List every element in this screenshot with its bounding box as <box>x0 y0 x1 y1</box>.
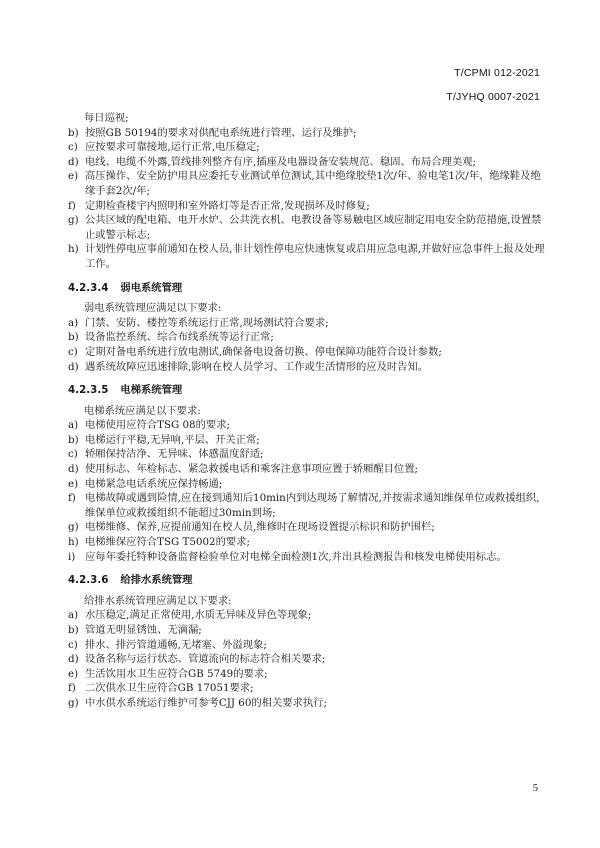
list-item-text: 遇系统故障应迅速排除,影响在校人员学习、工作或生活情形的应及时告知。 <box>85 360 429 373</box>
list-item-text: 按照GB 50194的要求对供配电系统进行管理、运行及维护; <box>85 126 357 139</box>
section-title: 弱电系统管理 <box>120 281 183 294</box>
list-item <box>68 535 548 550</box>
list-marker: g) <box>68 521 79 534</box>
list-item-text: 生活饮用水卫生应符合GB 5749的要求; <box>85 667 268 680</box>
list-marker: d) <box>68 155 79 168</box>
list-item <box>68 681 548 696</box>
list-item <box>68 360 548 375</box>
list-marker: c) <box>68 345 78 358</box>
list-marker: a) <box>68 316 79 329</box>
list-item-text: 使用标志、年检标志、紧急救援电话和乘客注意事项应置于轿厢醒目位置; <box>85 463 418 476</box>
list-item <box>68 667 548 682</box>
standard-code-primary: T/CPMI 012-2021 <box>454 67 540 79</box>
list-item <box>68 491 548 520</box>
list-item <box>68 696 548 711</box>
list-marker: h) <box>68 243 79 256</box>
list-item-text: 公共区域的配电箱、电开水炉、公共洗衣机、电教设备等易触电区域应制定用电安全防范措施,设置禁止或警示标志; <box>85 214 542 241</box>
list-item <box>68 126 548 141</box>
list-item <box>68 242 548 271</box>
list-item <box>68 345 548 360</box>
list-item <box>68 213 548 242</box>
list-marker: g) <box>68 696 79 709</box>
list-item <box>68 623 548 638</box>
list-item-text: 电梯使用应符合TSG 08的要求; <box>85 419 230 432</box>
section-heading <box>68 383 548 398</box>
list-item-text: 水压稳定,满足正常使用,水质无异味及异色等现象; <box>85 609 312 622</box>
list-item-text: 中水供水系统运行维护可参考CJJ 60的相关要求执行; <box>85 696 327 709</box>
list-marker: b) <box>68 331 79 344</box>
section-number: 4.2.3.4 <box>68 281 109 294</box>
list-marker: d) <box>68 360 79 373</box>
list-marker: d) <box>68 653 79 666</box>
list-item <box>68 330 548 345</box>
section <box>68 573 548 710</box>
list-marker: b) <box>68 433 79 446</box>
section-number: 4.2.3.5 <box>68 384 109 397</box>
list-item-text: 定期检查楼宇内照明和室外路灯等是否正常,发现损坏及时修复; <box>85 199 370 212</box>
section-heading <box>68 573 548 588</box>
list-marker: c) <box>68 141 78 154</box>
list-item <box>68 462 548 477</box>
list-marker: g) <box>68 214 79 227</box>
list-marker: d) <box>68 463 79 476</box>
list-marker: e) <box>68 667 79 680</box>
list-item-text: 电梯紧急电话系统应保持畅通; <box>85 477 223 490</box>
list-item-text: 电梯运行平稳,无异响,平层、开关正常; <box>85 433 260 446</box>
list-item-text: 高压操作、安全防护用具应委托专业测试单位测试,其中绝缘胶垫1次/年、验电笔1次/年、绝缘鞋及绝缘手套2次/年; <box>85 170 541 197</box>
list-item <box>68 155 548 170</box>
list-item-text: 电梯维修、保养,应提前通知在校人员,维修时在现场设置提示标识和防护围栏; <box>85 521 435 534</box>
list-item <box>68 520 548 535</box>
list-marker: b) <box>68 624 79 636</box>
section-number: 4.2.3.6 <box>68 574 109 587</box>
list-item-text: 管道无明显锈蚀、无滴漏; <box>85 624 202 636</box>
top-list <box>68 126 548 272</box>
list-marker: c) <box>68 638 78 651</box>
list-item <box>68 550 548 565</box>
section-heading <box>68 281 548 296</box>
list-marker: f) <box>68 682 76 695</box>
section-intro: 给排水系统管理应满足以下要求: <box>84 594 232 607</box>
list-item-text: 排水、排污管道通畅,无堵塞、外溢现象; <box>85 638 267 651</box>
list-item-text: 定期对备电系统进行放电测试,确保备电设备切换、停电保障功能符合设计参数; <box>85 345 442 358</box>
lead-text: 每日巡视; <box>84 112 129 124</box>
list-item-text: 应每年委托特种设备监督检验单位对电梯全面检测1次,并出具检测报告和核发电梯使用标志。 <box>85 550 507 563</box>
list-item <box>68 638 548 653</box>
list-marker: c) <box>68 448 78 461</box>
section-intro: 电梯系统应满足以下要求: <box>84 404 201 417</box>
list-item-text: 应按要求可靠接地,运行正常,电压稳定; <box>85 141 260 154</box>
list-marker: e) <box>68 477 79 490</box>
list-item <box>68 652 548 667</box>
list-marker: b) <box>68 126 79 139</box>
list-item-text: 计划性停电应事前通知在校人员,非计划性停电应快速恢复或启用应急电源,并做好应急事件上报及处理工作。 <box>85 243 545 270</box>
list-marker: e) <box>68 170 79 183</box>
section-title: 给排水系统管理 <box>120 574 193 587</box>
section <box>68 383 548 564</box>
list-item <box>68 140 548 155</box>
list-item <box>68 608 548 623</box>
list-item-text: 设备名称与运行状态、管道流向的标志符合相关要求; <box>85 653 326 666</box>
list-marker: a) <box>68 609 79 622</box>
list-item <box>68 316 548 331</box>
list-item <box>68 199 548 214</box>
list-item-text: 二次供水卫生应符合GB 17051要求; <box>85 682 254 695</box>
list-item <box>68 433 548 448</box>
section-title: 电梯系统管理 <box>120 384 183 397</box>
section-intro: 弱电系统管理应满足以下要求: <box>84 302 222 315</box>
list-item <box>68 477 548 492</box>
list-item-text: 门禁、安防、楼控等系统运行正常,现场测试符合要求; <box>85 316 329 329</box>
list-item <box>68 169 548 198</box>
list-marker: i) <box>68 550 76 563</box>
list-marker: h) <box>68 536 79 549</box>
list-item-text: 电梯维保应符合TSG T5002的要求; <box>85 536 250 549</box>
list-marker: a) <box>68 419 79 432</box>
list-marker: f) <box>68 492 76 505</box>
page-number: 5 <box>532 783 538 794</box>
sections <box>68 281 548 711</box>
standard-code-secondary: T/JYHQ 0007-2021 <box>446 91 540 103</box>
list-item <box>68 418 548 433</box>
section <box>68 281 548 375</box>
list-marker: f) <box>68 199 76 212</box>
list-item-text: 电梯故障或遇到险情,应在接到通知后10min内到达现场了解情况,并按需求通知维保单位或救援组织,维保单位或救援组织不能超过30min到场; <box>85 492 540 519</box>
list-item-text: 电线、电缆不外露,管线排列整齐有序,插座及电器设备安装规范、稳固、布局合理美观; <box>85 155 476 168</box>
list-item <box>68 447 548 462</box>
list-item-text: 设备监控系统、综合布线系统等运行正常; <box>85 331 274 344</box>
page-content <box>68 111 548 711</box>
list-item-text: 轿厢保持洁净、无异味、体感温度舒适; <box>85 448 264 461</box>
